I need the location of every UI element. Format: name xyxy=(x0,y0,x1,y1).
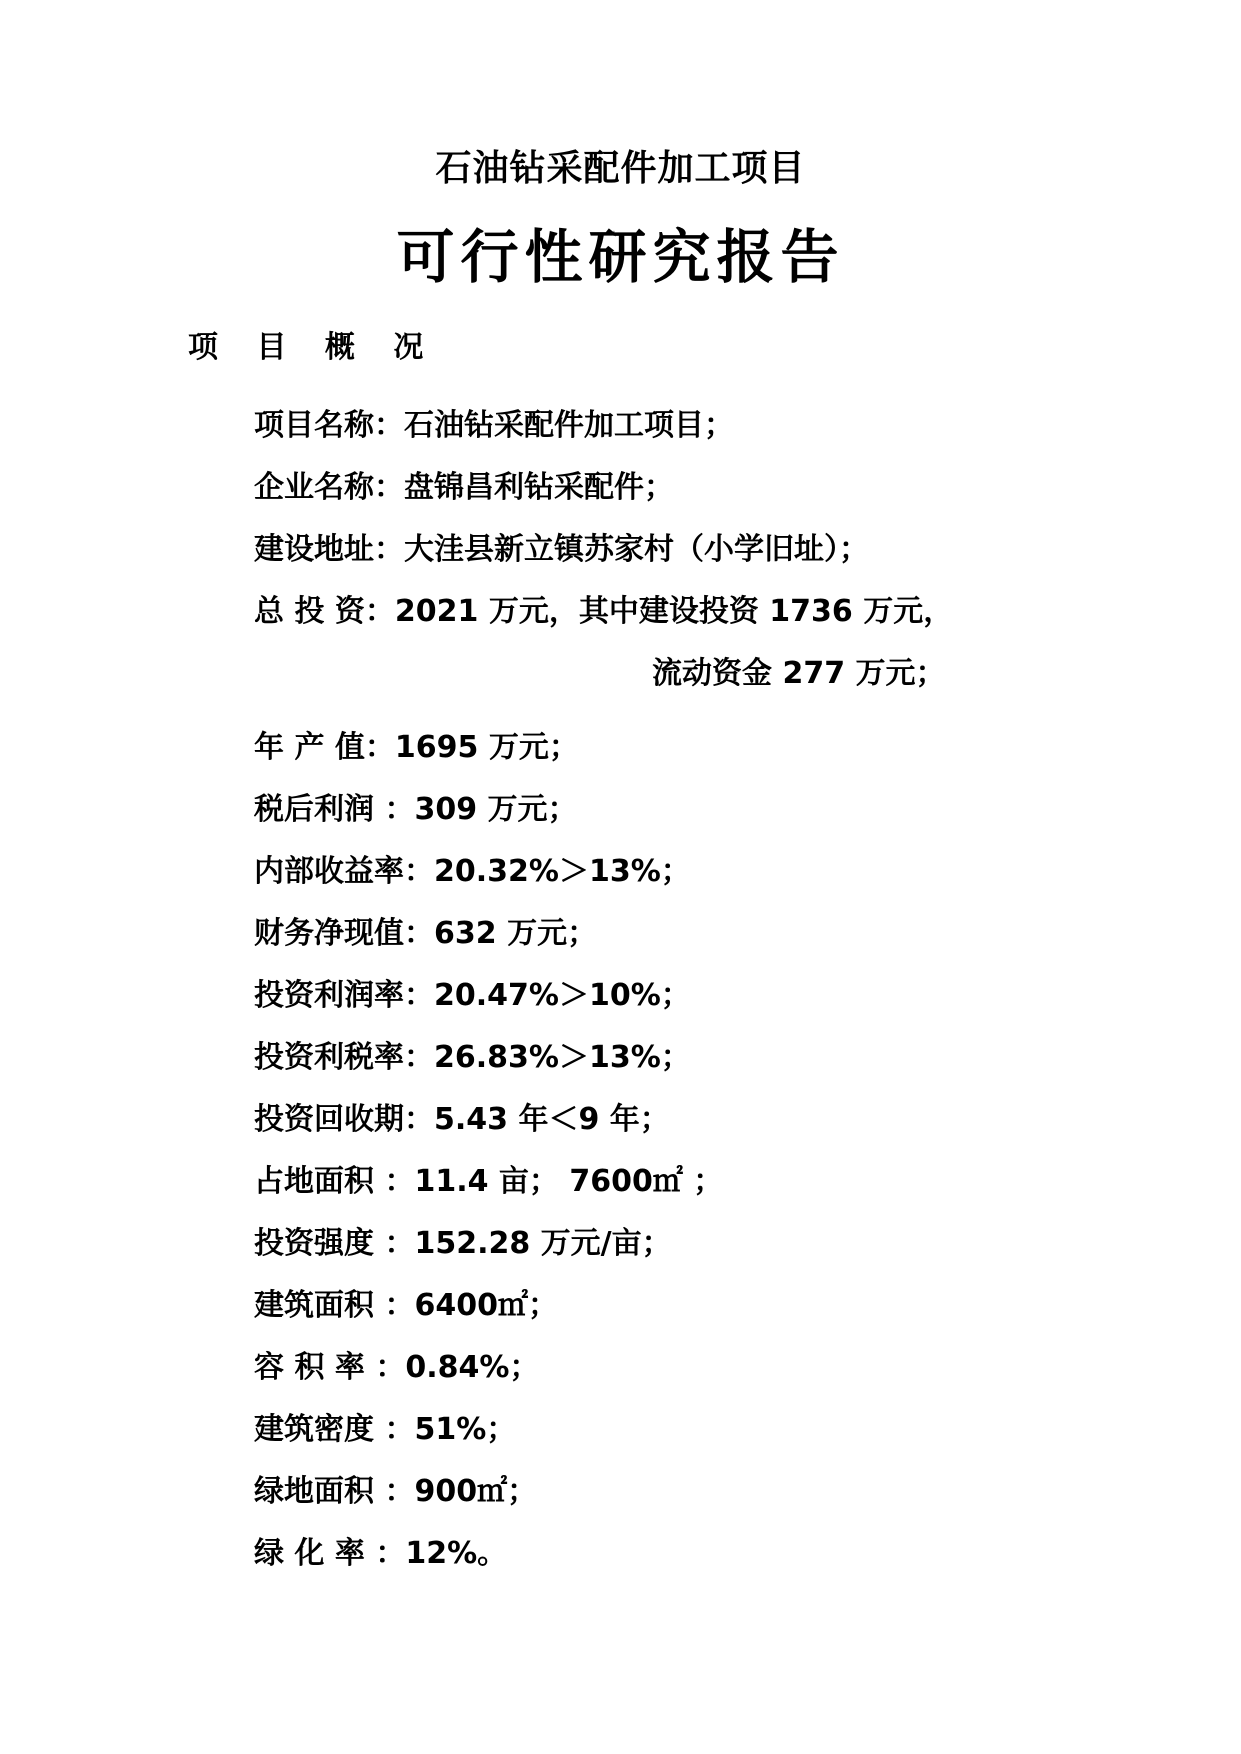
overview-row-building-area xyxy=(254,1280,558,1324)
overview-row-net-profit xyxy=(254,784,578,828)
row-label: 绿 化 率 ： xyxy=(254,1536,406,1571)
row-label: 建筑面积 ： xyxy=(254,1288,415,1323)
document-title: 可行性研究报告 xyxy=(396,223,845,291)
row-label: 投资利润率： xyxy=(254,978,434,1013)
row-label: 总 投 资： xyxy=(254,594,395,629)
row-value: 152.28 万元/亩； xyxy=(414,1226,672,1261)
overview-row-payback xyxy=(254,1094,670,1138)
row-value: 5.43 年＜9 年； xyxy=(434,1102,670,1137)
row-label: 占地面积 ： xyxy=(254,1164,415,1199)
row-label: 税后利润 ： xyxy=(254,792,415,827)
row-value: 632 万元； xyxy=(434,916,598,951)
overview-row-profit-tax-rate xyxy=(254,1032,691,1076)
row-label: 投资利税率： xyxy=(254,1040,434,1075)
row-value: 0.84%； xyxy=(405,1350,540,1385)
overview-row-total-investment xyxy=(254,586,953,630)
row-label: 建设地址： xyxy=(254,532,404,567)
row-label: 年 产 值： xyxy=(254,730,395,765)
row-label: 内部收益率： xyxy=(254,854,434,889)
row-value: 900㎡； xyxy=(414,1474,538,1509)
row-value: 大洼县新立镇苏家村（小学旧址）； xyxy=(404,532,869,567)
row-label: 建筑密度 ： xyxy=(254,1412,415,1447)
overview-row-annual-output xyxy=(254,722,579,766)
overview-row-roi xyxy=(254,970,691,1014)
row-label: 投资回收期： xyxy=(254,1102,434,1137)
row-label: 投资强度 ： xyxy=(254,1226,415,1261)
overview-row-address xyxy=(254,524,869,568)
overview-row-working-capital: 流动资金 277 万元； xyxy=(652,656,946,691)
row-value: 1695 万元； xyxy=(394,730,579,765)
overview-row-npv xyxy=(254,908,597,952)
document-subtitle: 石油钻采配件加工项目 xyxy=(435,148,806,189)
row-value: 11.4 亩； 7600㎡ ； xyxy=(414,1164,724,1199)
row-value: 6400㎡； xyxy=(414,1288,558,1323)
overview-row-green-rate xyxy=(254,1528,507,1572)
overview-row-land-area xyxy=(254,1156,723,1200)
row-value: 309 万元； xyxy=(414,792,578,827)
row-value: 26.83%＞13%； xyxy=(434,1040,691,1075)
overview-row-company-name xyxy=(254,462,674,506)
row-value: 20.32%＞13%； xyxy=(434,854,691,889)
overview-row-investment-intensity xyxy=(254,1218,672,1262)
row-label: 绿地面积 ： xyxy=(254,1474,415,1509)
overview-row-project-name xyxy=(254,400,734,444)
section-heading: 项 目 概 况 xyxy=(188,330,438,365)
overview-row-plot-ratio xyxy=(254,1342,539,1386)
row-label: 容 积 率 ： xyxy=(254,1350,406,1385)
row-label: 财务净现值： xyxy=(254,916,434,951)
row-label: 项目名称： xyxy=(254,408,404,443)
row-value: 石油钻采配件加工项目； xyxy=(404,408,734,443)
row-value: 盘锦昌利钻采配件； xyxy=(404,470,674,505)
row-label: 企业名称： xyxy=(254,470,404,505)
row-value: 2021 万元，其中建设投资 1736 万元， xyxy=(394,594,954,629)
row-value: 20.47%＞10%； xyxy=(434,978,691,1013)
row-value: 12%。 xyxy=(405,1536,508,1571)
row-value: 51%； xyxy=(414,1412,517,1447)
overview-row-green-area xyxy=(254,1466,537,1510)
overview-row-irr xyxy=(254,846,691,890)
overview-row-building-density xyxy=(254,1404,516,1448)
